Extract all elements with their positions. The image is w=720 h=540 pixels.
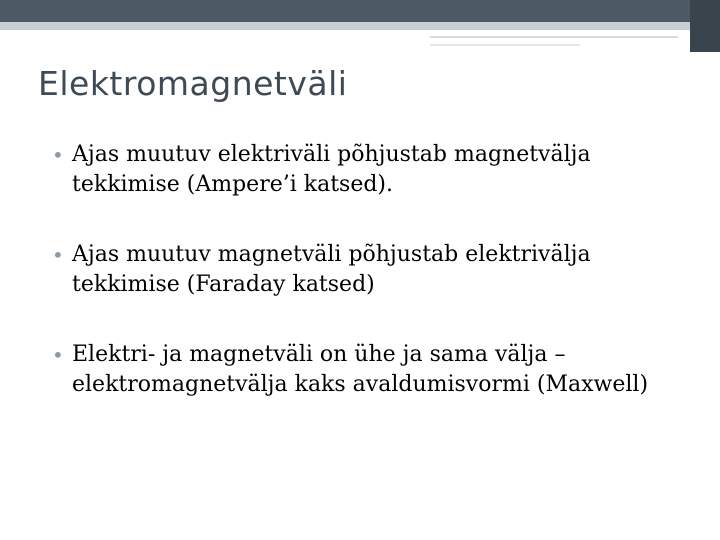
bullet-list: [52, 140, 672, 440]
bullet-icon: •: [52, 243, 64, 267]
bullet-item: [52, 140, 672, 200]
bullet-icon: •: [52, 143, 64, 167]
bullet-item: [52, 240, 672, 300]
divider-line-short: [430, 44, 580, 46]
divider-line: [430, 36, 678, 38]
header-decoration: [0, 0, 720, 22]
bullet-text: Ajas muutuv elektriväli põhjustab magnetvälja tekkimise (Ampere’i katsed).: [72, 142, 591, 197]
header-underline: [0, 22, 690, 30]
bullet-icon: •: [52, 343, 64, 367]
bullet-text: Ajas muutuv magnetväli põhjustab elektrivälja tekkimise (Faraday katsed): [72, 242, 591, 297]
bullet-text: Elektri- ja magnetväli on ühe ja sama välja – elektromagnetvälja kaks avaldumisvormi (Maxwell): [72, 342, 649, 397]
corner-block: [690, 0, 720, 52]
bullet-item: [52, 340, 672, 400]
slide-title: Elektromagnetväli: [38, 64, 348, 103]
